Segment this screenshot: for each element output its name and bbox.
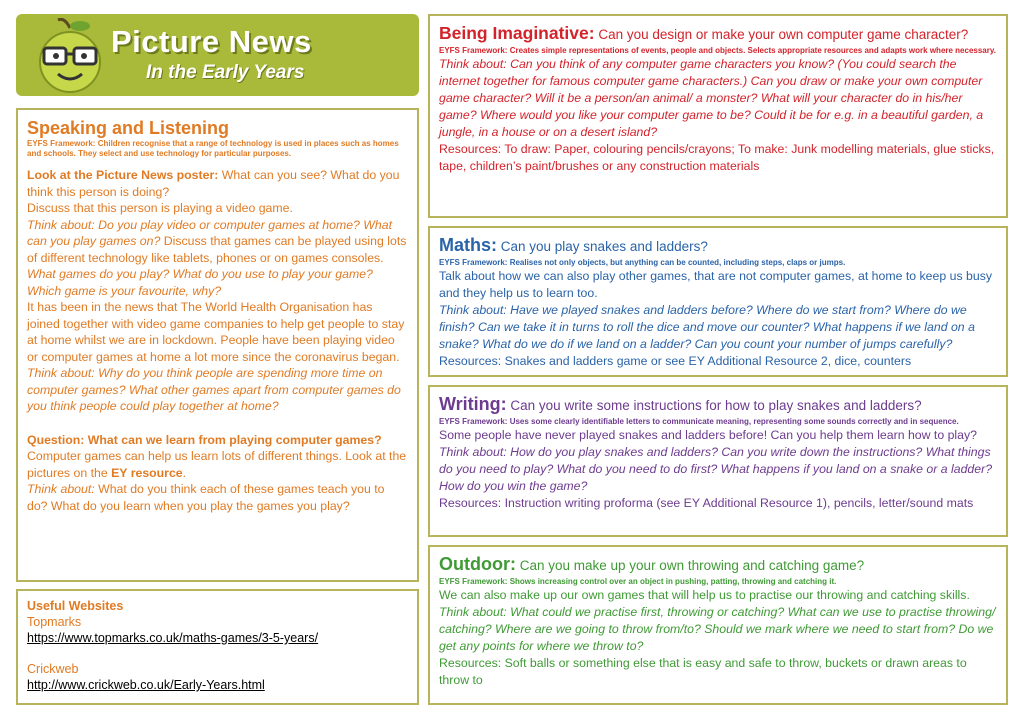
- speaking-question: [27, 432, 408, 449]
- imaginative-title: [439, 22, 997, 46]
- outdoor-heading: Outdoor:: [439, 554, 516, 574]
- maths-question: Can you play snakes and ladders?: [497, 239, 708, 254]
- speaking-p3: [27, 217, 408, 300]
- maths-panel: [428, 226, 1008, 377]
- speaking-p3-italic2: What games do you play? What do you use to play your game? Which game is your favourite, why?: [27, 267, 373, 298]
- writing-heading: Writing:: [439, 394, 507, 414]
- speaking-p6-italic: Think about:: [27, 482, 95, 496]
- speaking-listening-panel: [16, 108, 419, 582]
- imaginative-framework: EYFS Framework: Creates simple representations of events, people and objects. Selects appropriate resources and adapts work where necessary.: [439, 46, 996, 55]
- imaginative-resources: Resources: To draw: Paper, colouring pencils/crayons; To make: Junk modelling materials, glue sticks, tape, children’s paint/brushes or any construction materials: [439, 142, 995, 173]
- speaking-q-text: Computer games can help us learn lots of different things. Look at the pictures on the: [27, 449, 407, 480]
- useful-websites-panel: [16, 589, 419, 705]
- logo-subtitle: In the Early Years: [146, 62, 305, 83]
- picture-news-logo: [16, 14, 419, 96]
- speaking-p1-text: What can you see? What do you think this person is doing?: [27, 168, 400, 199]
- speaking-framework: EYFS Framework: Children recognise that a range of technology is used in places such as homes and schools. They select and use technology for particular purposes.: [27, 139, 399, 158]
- maths-title: [439, 234, 997, 258]
- maths-heading: Maths:: [439, 235, 497, 255]
- speaking-p4: It has been in the news that The World Health Organisation has joined together with video game companies to help get people to stay at home whilst we are in lockdown. People have been playing video or computer games at home a lot more since the coronavirus began.: [27, 300, 405, 364]
- speaking-p3-text: Discuss that games can be played using lots of different technology like tablets, phones or on games consoles.: [27, 234, 407, 265]
- writing-resources: Resources: Instruction writing proforma (see EY Additional Resource 1), pencils, letter/sound mats: [439, 496, 974, 510]
- outdoor-panel: [428, 545, 1008, 705]
- maths-resources: Resources: Snakes and ladders game or see EY Additional Resource 2, dice, counters: [439, 354, 912, 368]
- being-imaginative-panel: [428, 14, 1008, 218]
- maths-p1: Talk about how we can also play other games, that are not computer games, at home to keep us busy and they help us to learn too.: [439, 269, 992, 300]
- speaking-p1: [27, 167, 408, 200]
- outdoor-think: Think about: What could we practise first, throwing or catching? What can we use to practise throwing/ catching? Where are we going to throw from/to? Should we mark where we need to start from? Do we get any points for where we throw to?: [439, 605, 996, 653]
- writing-panel: [428, 385, 1008, 537]
- imaginative-think: Think about: Can you think of any computer game characters you know? (You could search the internet together for famous computer game characters.) Can you draw or make your own computer game character? Will it be a person/an animal/ a monster? What will your character do in his/her game? Where would you like your computer game to be? Could it be for e.g. in a beautiful garden, a jungle, in a house or on a desert island?: [439, 57, 984, 139]
- outdoor-framework: EYFS Framework: Shows increasing control over an object in pushing, patting, throwing and catching it.: [439, 577, 837, 586]
- apple-mascot-icon: [36, 18, 106, 94]
- site2-name: Crickweb: [27, 662, 79, 676]
- writing-title: [439, 393, 997, 417]
- speaking-p6-text: What do you think each of these games teach you to do? What do you learn when you play the games you play?: [27, 482, 385, 513]
- speaking-heading: Speaking and Listening: [27, 118, 230, 138]
- imaginative-question: Can you design or make your own computer game character?: [594, 27, 969, 42]
- speaking-p2: Discuss that this person is playing a video game.: [27, 201, 293, 215]
- outdoor-title: [439, 553, 997, 577]
- outdoor-resources: Resources: Soft balls or something else that is easy and safe to throw, buckets or drawn areas to throw to: [439, 656, 967, 687]
- site1-name: Topmarks: [27, 615, 82, 629]
- maths-think: Think about: Have we played snakes and ladders before? Where do we start from? Where do we finish? Can we take it in turns to roll the dice and move our counter? What happens if we land on a snake? What do we do if we land on a ladder? Can you count your number of jumps carefully?: [439, 303, 975, 351]
- speaking-question-bold: Question: What can we learn from playing computer games?: [27, 432, 382, 447]
- ey-resource-label: EY resource: [111, 465, 183, 480]
- speaking-question-text: [27, 448, 408, 481]
- writing-p1: Some people have never played snakes and ladders before! Can you help them learn how to play?: [439, 428, 977, 442]
- speaking-p6: [27, 481, 408, 514]
- maths-framework: EYFS Framework: Realises not only objects, but anything can be counted, including steps, claps or jumps.: [439, 258, 846, 267]
- speaking-p3-italic: Think about: Do you play video or computer games at home? What can you play games on?: [27, 217, 392, 248]
- imaginative-heading: Being Imaginative:: [439, 23, 595, 43]
- speaking-q-end: .: [182, 465, 187, 480]
- writing-framework: EYFS Framework: Uses some clearly identifiable letters to communicate meaning, representing some sounds correctly and in sequence.: [439, 417, 959, 426]
- websites-heading: Useful Websites: [27, 599, 124, 613]
- speaking-p5: Think about: Why do you think people are spending more time on computer games? What other games apart from computer games do you think people could play together at home?: [27, 366, 401, 413]
- speaking-p1-bold: Look at the Picture News poster:: [27, 168, 219, 182]
- writing-question: Can you write some instructions for how to play snakes and ladders?: [506, 398, 922, 413]
- outdoor-question: Can you make up your own throwing and catching game?: [515, 558, 865, 573]
- logo-title: Picture News: [111, 24, 312, 59]
- outdoor-p1: We can also make up our own games that will help us to practise our throwing and catching skills.: [439, 588, 970, 602]
- crickweb-link[interactable]: http://www.crickweb.co.uk/Early-Years.html: [27, 678, 265, 692]
- topmarks-link[interactable]: https://www.topmarks.co.uk/maths-games/3-5-years/: [27, 631, 319, 645]
- writing-think: Think about: How do you play snakes and ladders? Can you write down the instructions? What things do you need to play? What do you need to do first? What happens if you land on a snake or a ladder? How do you win the game?: [439, 445, 993, 493]
